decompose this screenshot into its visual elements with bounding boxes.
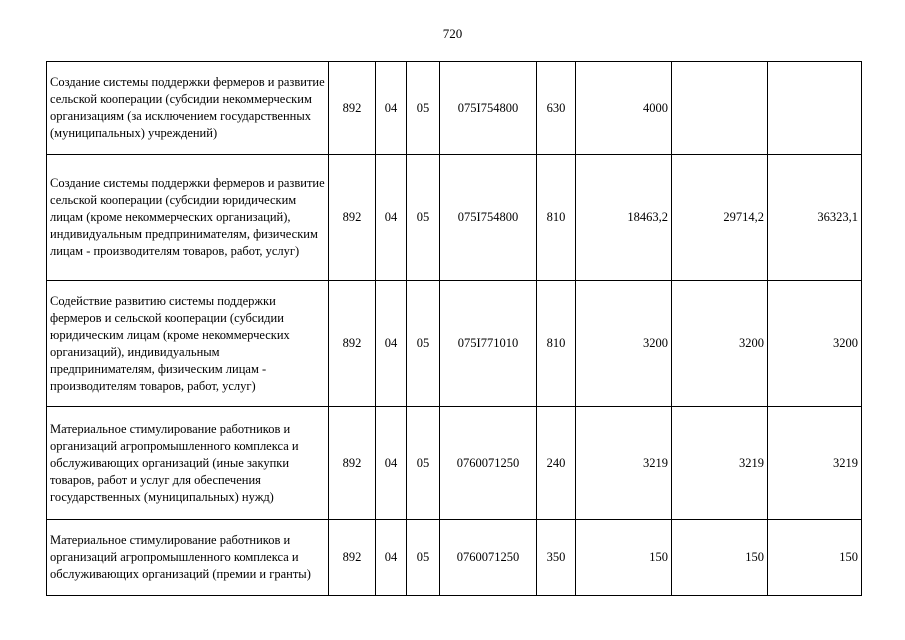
table-row	[47, 520, 862, 596]
page-number: 720	[442, 26, 463, 41]
amount-year-3-cell: 36323,1	[768, 155, 862, 281]
amount-year-1-cell: 3200	[576, 281, 672, 407]
section-code-cell: 04	[376, 520, 407, 596]
amount-year-1-cell: 150	[576, 520, 672, 596]
table-row	[47, 155, 862, 281]
expense-name-cell: Содействие развитию системы поддержки фермеров и сельской кооперации (субсидии юридическим лицам (кроме некоммерческих организаций), индивидуальным предпринимателям, физическим лицам - производителям товаров, работ, услуг)	[47, 281, 329, 407]
amount-year-3-cell	[768, 62, 862, 155]
expense-type-cell: 810	[537, 155, 576, 281]
expense-type-cell: 630	[537, 62, 576, 155]
subsection-code-cell: 05	[407, 281, 440, 407]
amount-year-3-cell: 3219	[768, 407, 862, 520]
subsection-code-cell: 05	[407, 62, 440, 155]
section-code-cell: 04	[376, 62, 407, 155]
grbs-code-cell: 892	[329, 407, 376, 520]
subsection-code-cell: 05	[407, 407, 440, 520]
target-article-cell: 0760071250	[440, 520, 537, 596]
amount-year-2-cell: 3219	[672, 407, 768, 520]
expense-type-cell: 810	[537, 281, 576, 407]
amount-year-2-cell	[672, 62, 768, 155]
expense-name-cell: Создание системы поддержки фермеров и развитие сельской кооперации (субсидии юридическим лицам (кроме некоммерческих организаций), индивидуальным предпринимателям, физическим лицам - производителям товаров, работ, услуг)	[47, 155, 329, 281]
amount-year-1-cell: 3219	[576, 407, 672, 520]
subsection-code-cell: 05	[407, 155, 440, 281]
section-code-cell: 04	[376, 155, 407, 281]
budget-table	[46, 61, 862, 596]
amount-year-1-cell: 18463,2	[576, 155, 672, 281]
expense-type-cell: 240	[537, 407, 576, 520]
grbs-code-cell: 892	[329, 281, 376, 407]
grbs-code-cell: 892	[329, 62, 376, 155]
amount-year-3-cell: 3200	[768, 281, 862, 407]
amount-year-2-cell: 29714,2	[672, 155, 768, 281]
expense-type-cell: 350	[537, 520, 576, 596]
section-code-cell: 04	[376, 281, 407, 407]
expense-name-cell: Материальное стимулирование работников и организаций агропромышленного комплекса и обслуживающих организаций (иные закупки товаров, работ и услуг для обеспечения государственных (муниципальных) нужд)	[47, 407, 329, 520]
grbs-code-cell: 892	[329, 155, 376, 281]
expense-name-cell: Создание системы поддержки фермеров и развитие сельской кооперации (субсидии некоммерческим организациям (за исключением государственных (муниципальных) учреждений)	[47, 62, 329, 155]
target-article-cell: 075I771010	[440, 281, 537, 407]
subsection-code-cell: 05	[407, 520, 440, 596]
table-row	[47, 62, 862, 155]
amount-year-2-cell: 150	[672, 520, 768, 596]
amount-year-2-cell: 3200	[672, 281, 768, 407]
target-article-cell: 075I754800	[440, 155, 537, 281]
target-article-cell: 075I754800	[440, 62, 537, 155]
amount-year-3-cell: 150	[768, 520, 862, 596]
target-article-cell: 0760071250	[440, 407, 537, 520]
table-row	[47, 281, 862, 407]
grbs-code-cell: 892	[329, 520, 376, 596]
amount-year-1-cell: 4000	[576, 62, 672, 155]
table-row	[47, 407, 862, 520]
expense-name-cell: Материальное стимулирование работников и организаций агропромышленного комплекса и обслуживающих организаций (премии и гранты)	[47, 520, 329, 596]
section-code-cell: 04	[376, 407, 407, 520]
